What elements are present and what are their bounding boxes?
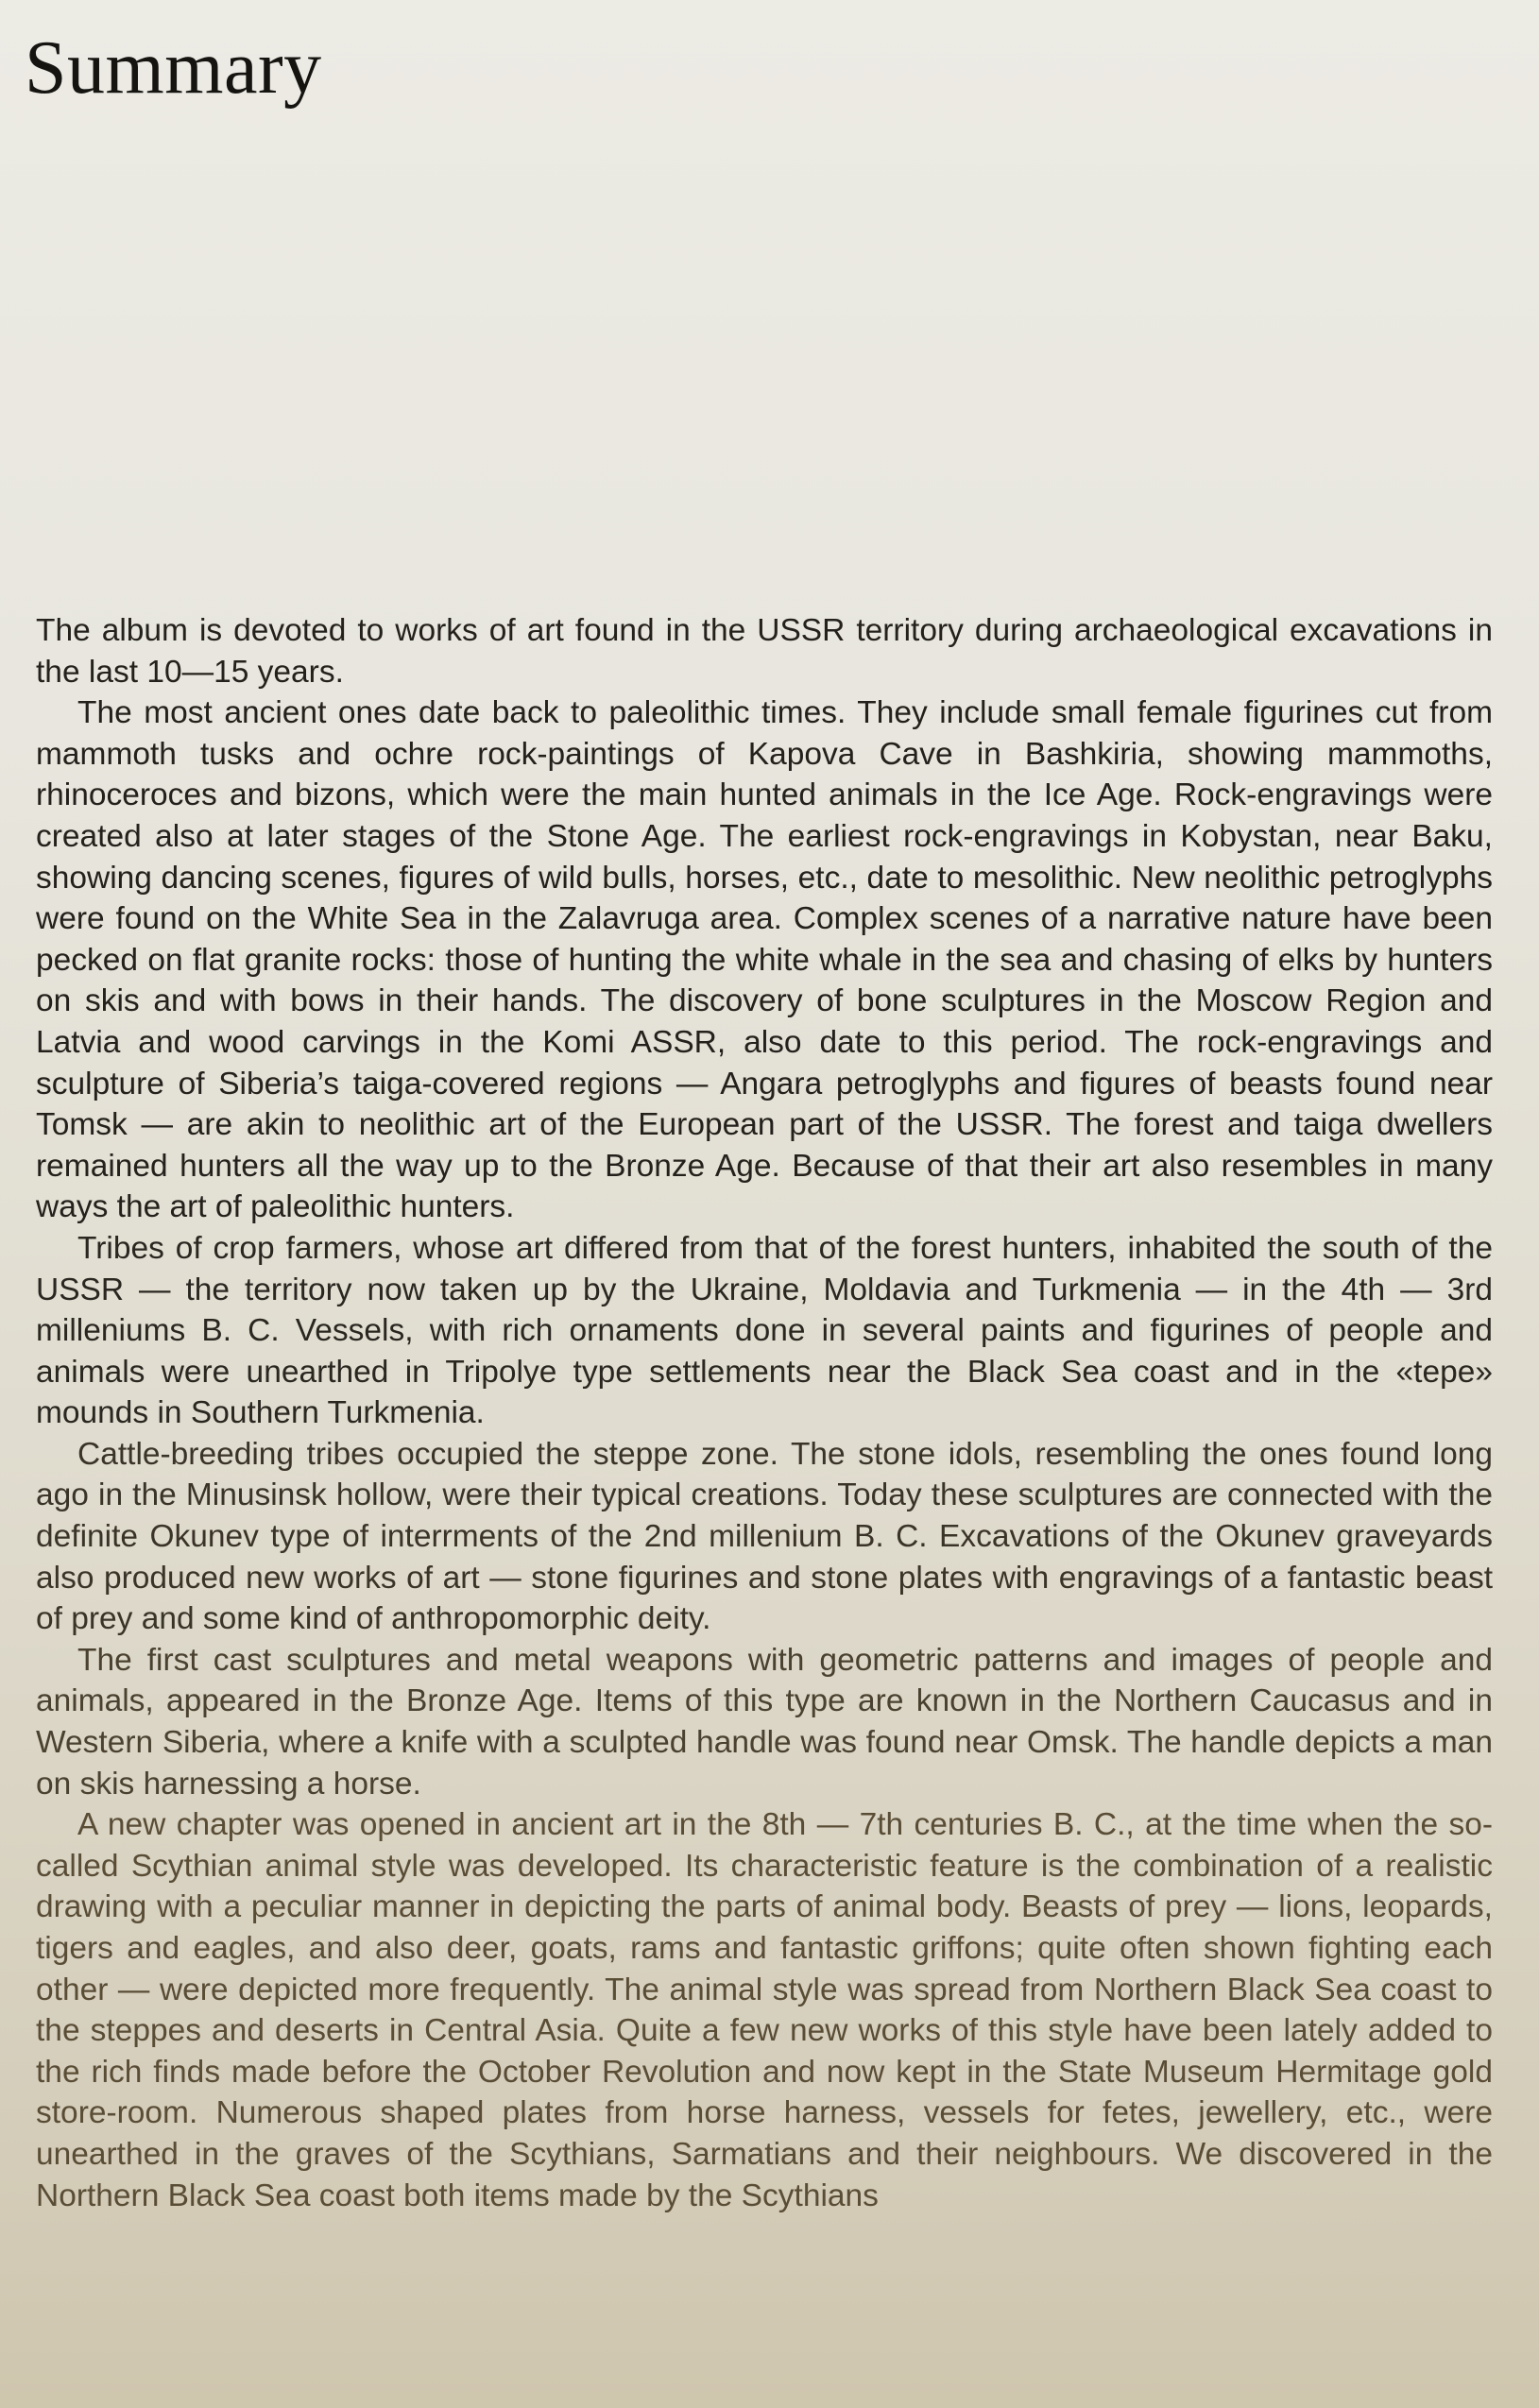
paragraph-6: A new chapter was opened in ancient art in the 8th — 7th centuries B. C., at the time when the so-called Scythian animal style was developed. Its characteristic feature is the combination of a realistic drawing with a peculiar manner in depicting the parts of animal body. Beasts of prey — lions, leopards, tigers and eagles, and also deer, goats, rams and fantastic griffons; quite often shown fighting each other — were depicted more frequently. The animal style was spread from Northern Black Sea coast to the steppes and deserts in Central Asia. Quite a few new works of this style have been lately added to the rich finds made before the October Revolution and now kept in the State Museum Hermitage gold store-room. Numerous shaped plates from horse harness, vessels for fetes, jewellery, etc., were unearthed in the graves of the Scythians, Sarmatians and their neighbours. We discovered in the Northern Black Sea coast both items made by the Scythians [36,1807,1493,2213]
paragraph-3: Tribes of crop farmers, whose art differed from that of the forest hunters, inhabited the south of the USSR — the territory now taken up by the Ukraine, Moldavia and Turkmenia — in the 4th — 3rd milleniums B. C. Vessels, with rich ornaments done in several paints and figurines of people and animals were unearthed in Tripolye type settlements near the Black Sea coast and in the «tepe» mounds in Southern Turkmenia. [36,1230,1493,1431]
page-title: Summary [25,26,322,110]
summary-body [36,610,1493,2216]
paragraph-4: Cattle-breeding tribes occupied the steppe zone. The stone idols, resembling the ones found long ago in the Minusinsk hollow, were their typical creations. Today these sculptures are connected with the definite Okunev type of interrments of the 2nd millenium B. C. Excavations of the Okunev graveyards also produced new works of art — stone figurines and stone plates with engravings of a fantastic beast of prey and some kind of anthropomorphic deity. [36,1436,1493,1637]
paragraph-1: The album is devoted to works of art found in the USSR territory during archaeological excavations in the last 10—15 years. [36,613,1493,690]
paragraph-5: The first cast sculptures and metal weapons with geometric patterns and images of people and animals, appeared in the Bronze Age. Items of this type are known in the Northern Caucasus and in Western Siberia, where a knife with a sculpted handle was found near Omsk. The handle depicts a man on skis harnessing a horse. [36,1642,1493,1802]
paragraph-2: The most ancient ones date back to paleolithic times. They include small female figurines cut from mammoth tusks and ochre rock-paintings of Kapova Cave in Bashkiria, showing mammoths, rhinoceroces and bizons, which were the main hunted animals in the Ice Age. Rock-engravings were created also at later stages of the Stone Age. The earliest rock-engravings in Kobystan, near Baku, showing dancing scenes, figures of wild bulls, horses, etc., date to mesolithic. New neolithic petroglyphs were found on the White Sea in the Zalavruga area. Complex scenes of a narrative nature have been pecked on flat granite rocks: those of hunting the white whale in the sea and chasing of elks by hunters on skis and with bows in their hands. The discovery of bone sculptures in the Moscow Region and Latvia and wood carvings in the Komi ASSR, also date to this period. The rock-engravings and sculpture of Siberia’s taiga-covered regions — Angara petroglyphs and figures of beasts found near Tomsk — are akin to neolithic art of the European part of the USSR. The forest and taiga dwellers remained hunters all the way up to the Bronze Age. Because of that their art also resembles in many ways the art of paleolithic hunters. [36,695,1493,1225]
